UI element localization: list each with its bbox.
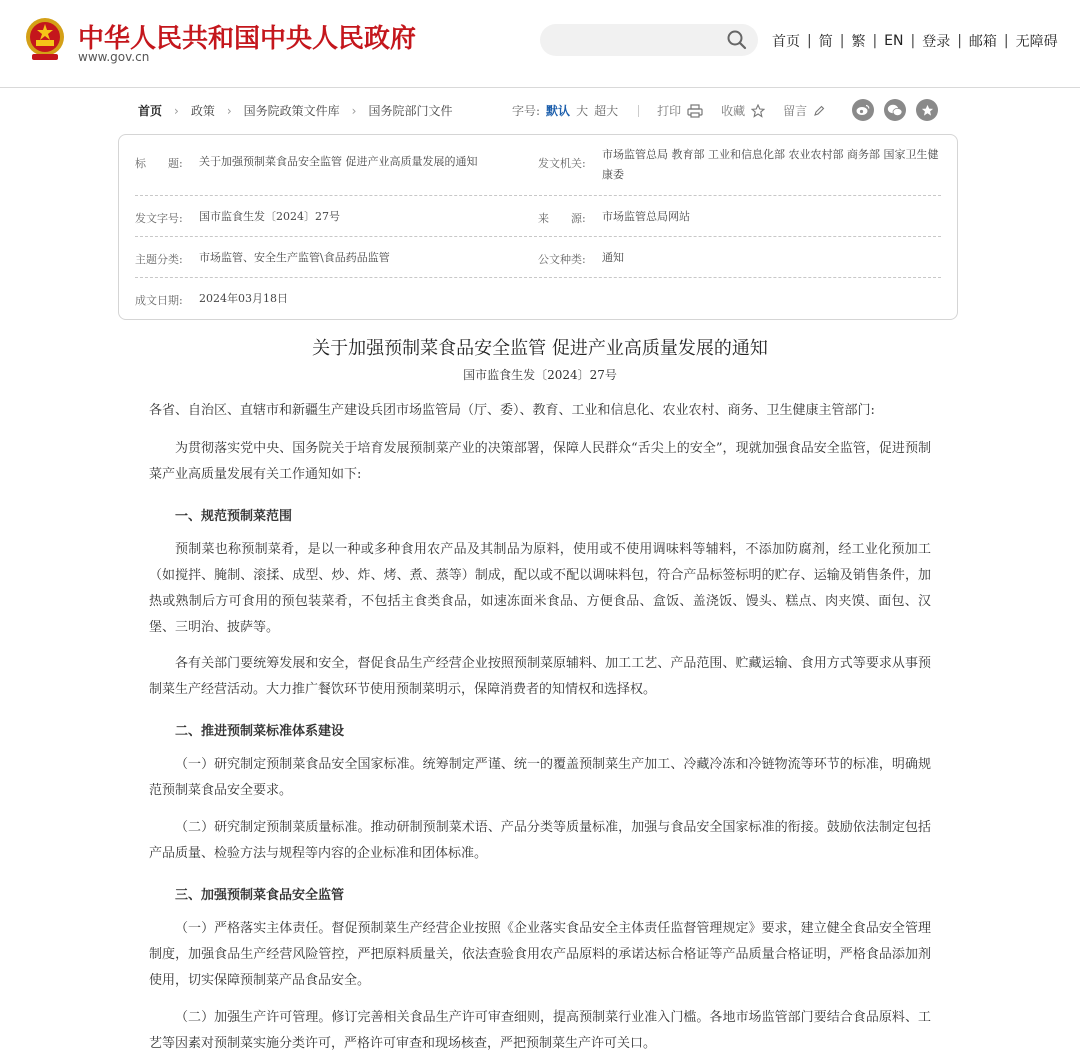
- favorite-share-icon[interactable]: [916, 99, 938, 121]
- meta-type-value: 通知: [602, 251, 624, 264]
- nav-accessibility[interactable]: 无障碍: [1015, 34, 1058, 50]
- breadcrumb-policy[interactable]: 政策: [190, 104, 215, 118]
- article-paragraph: （一）严格落实主体责任。督促预制菜生产经营企业按照《企业落实食品安全主体责任监督管理规定》要求，建立健全食品安全管理制度，加强食品生产经营风险管控，严把原料质量关，依法查验食用农产品原料的承诺达标合格证等产品质量合格证明，严格食品添加剂使用，切实保障预制菜产品食品安全。: [149, 921, 931, 988]
- article-title: 关于加强预制菜食品安全监管 促进产业高质量发展的通知: [312, 338, 768, 359]
- top-nav: 首页 | 简 | 繁 | EN | 登录 | 邮箱 | 无障碍: [772, 33, 1058, 50]
- meta-issuer-label: 发文机关:: [538, 157, 586, 170]
- article-paragraph: （一）研究制定预制菜食品安全国家标准。统筹制定严谨、统一的覆盖预制菜生产加工、冷藏冷冻和冷链物流等环节的标准，明确规范预制菜食品安全要求。: [149, 757, 931, 798]
- chevron-right-icon: ›: [351, 103, 357, 118]
- wechat-share-icon[interactable]: [884, 99, 906, 121]
- article-docno: 国市监食生发〔2024〕27号: [463, 368, 617, 382]
- meta-date-label: 成文日期:: [135, 294, 183, 307]
- print-label: 打印: [657, 104, 682, 118]
- meta-docno-label: 发文字号:: [135, 212, 183, 225]
- print-button[interactable]: [657, 102, 703, 119]
- nav-home[interactable]: 首页: [772, 34, 800, 50]
- nav-mail[interactable]: 邮箱: [968, 34, 997, 50]
- font-size-default[interactable]: 默认: [546, 104, 571, 118]
- font-size-large[interactable]: 大: [576, 104, 589, 118]
- article-addressee: 各省、自治区、直辖市和新疆生产建设兵团市场监管局（厅、委）、教育、工业和信息化、农业农村、商务、卫生健康主管部门:: [149, 403, 875, 418]
- meta-row: [135, 237, 941, 278]
- breadcrumb-home[interactable]: 首页: [138, 104, 163, 118]
- article-paragraph: （二）加强生产许可管理。修订完善相关食品生产许可审查细则，提高预制菜行业准入门槛。各地市场监管部门要结合食品原料、工艺等因素对预制菜实施分类许可，严格许可审查和现场核查，严把预制菜生产许可关口。: [149, 1010, 931, 1051]
- meta-topic-value: 市场监管、安全生产监管\食品药品监管: [199, 251, 390, 264]
- star-icon: [751, 104, 765, 118]
- section-heading: 一、规范预制菜范围: [175, 509, 293, 524]
- document-meta-box: [118, 134, 958, 320]
- nav-traditional[interactable]: 繁: [851, 34, 866, 50]
- breadcrumb-policy-library[interactable]: 国务院政策文件库: [243, 104, 340, 118]
- article-paragraph: 预制菜也称预制菜肴，是以一种或多种食用农产品及其制品为原料，使用或不使用调味料等辅料，不添加防腐剂，经工业化预加工（如搅拌、腌制、滚揉、成型、炒、炸、烤、煮、蒸等）制成，配以或不配以调味料包，符合产品标签标明的贮存、运输及销售条件，加热或熟制后方可食用的预包装菜肴，不包括主食类食品，如速冻面米食品、方便食品、盒饭、盖浇饭、馒头、糕点、肉夹馍、面包、汉堡、三明治、披萨等。: [149, 542, 931, 635]
- nav-simplified[interactable]: 简: [818, 34, 833, 50]
- search-icon[interactable]: [726, 29, 748, 51]
- font-size-label: 字号:: [512, 104, 541, 118]
- nav-login[interactable]: 登录: [922, 34, 951, 50]
- chevron-right-icon: ›: [226, 103, 232, 118]
- site-title[interactable]: 中华人民共和国中央人民政府: [78, 24, 417, 54]
- font-size-xlarge[interactable]: 超大: [594, 104, 619, 118]
- meta-docno-value: 国市监食生发〔2024〕27号: [199, 210, 340, 223]
- weibo-share-icon[interactable]: [852, 99, 874, 121]
- breadcrumb-department-docs[interactable]: 国务院部门文件: [368, 104, 453, 118]
- meta-row: [135, 135, 941, 196]
- chevron-right-icon: ›: [174, 103, 179, 118]
- favorite-label: 收藏: [721, 104, 746, 118]
- divider: [638, 105, 639, 117]
- meta-issuer-value: 市场监管总局 教育部 工业和信息化部 农业农村部 商务部 国家卫生健康委: [602, 148, 939, 181]
- meta-source-label: 来 源:: [538, 212, 586, 225]
- meta-date-value: 2024年03月18日: [199, 292, 288, 305]
- article-paragraph: 为贯彻落实党中央、国务院关于培育发展预制菜产业的决策部署，保障人民群众“舌尖上的安全”，现就加强食品安全监管，促进预制菜产业高质量发展有关工作通知如下:: [149, 441, 931, 482]
- meta-title-value: 关于加强预制菜食品安全监管 促进产业高质量发展的通知: [199, 155, 478, 168]
- article-paragraph: 各有关部门要统筹发展和安全，督促食品生产经营企业按照预制菜原辅料、加工工艺、产品范围、贮藏运输、食用方式等要求从事预制菜生产经营活动。大力推广餐饮环节使用预制菜明示，保障消费者的知情权和选择权。: [149, 656, 931, 697]
- meta-source-value: 市场监管总局网站: [602, 210, 690, 223]
- nav-english[interactable]: EN: [884, 33, 904, 49]
- site-header: [0, 0, 1080, 88]
- section-heading: 三、加强预制菜食品安全监管: [175, 888, 345, 903]
- meta-row: [135, 196, 941, 237]
- meta-topic-label: 主题分类:: [135, 253, 183, 266]
- meta-type-label: 公文种类:: [538, 253, 586, 266]
- favorite-button[interactable]: [721, 102, 765, 119]
- article-tools: [512, 102, 843, 119]
- breadcrumb: [138, 102, 453, 119]
- pencil-icon: [813, 105, 825, 117]
- comment-label: 留言: [783, 104, 808, 118]
- site-url: www.gov.cn: [78, 50, 150, 64]
- national-emblem-icon[interactable]: [24, 16, 66, 62]
- article-paragraph: （二）研究制定预制菜质量标准。推动研制预制菜术语、产品分类等质量标准，加强与食品安全国家标准的衔接。鼓励依法制定包括产品质量、检验方法与规程等内容的企业标准和团体标准。: [149, 820, 931, 861]
- section-heading: 二、推进预制菜标准体系建设: [175, 724, 345, 739]
- print-icon: [687, 104, 703, 118]
- meta-title-label: 标 题:: [135, 157, 183, 170]
- comment-button[interactable]: [783, 102, 825, 119]
